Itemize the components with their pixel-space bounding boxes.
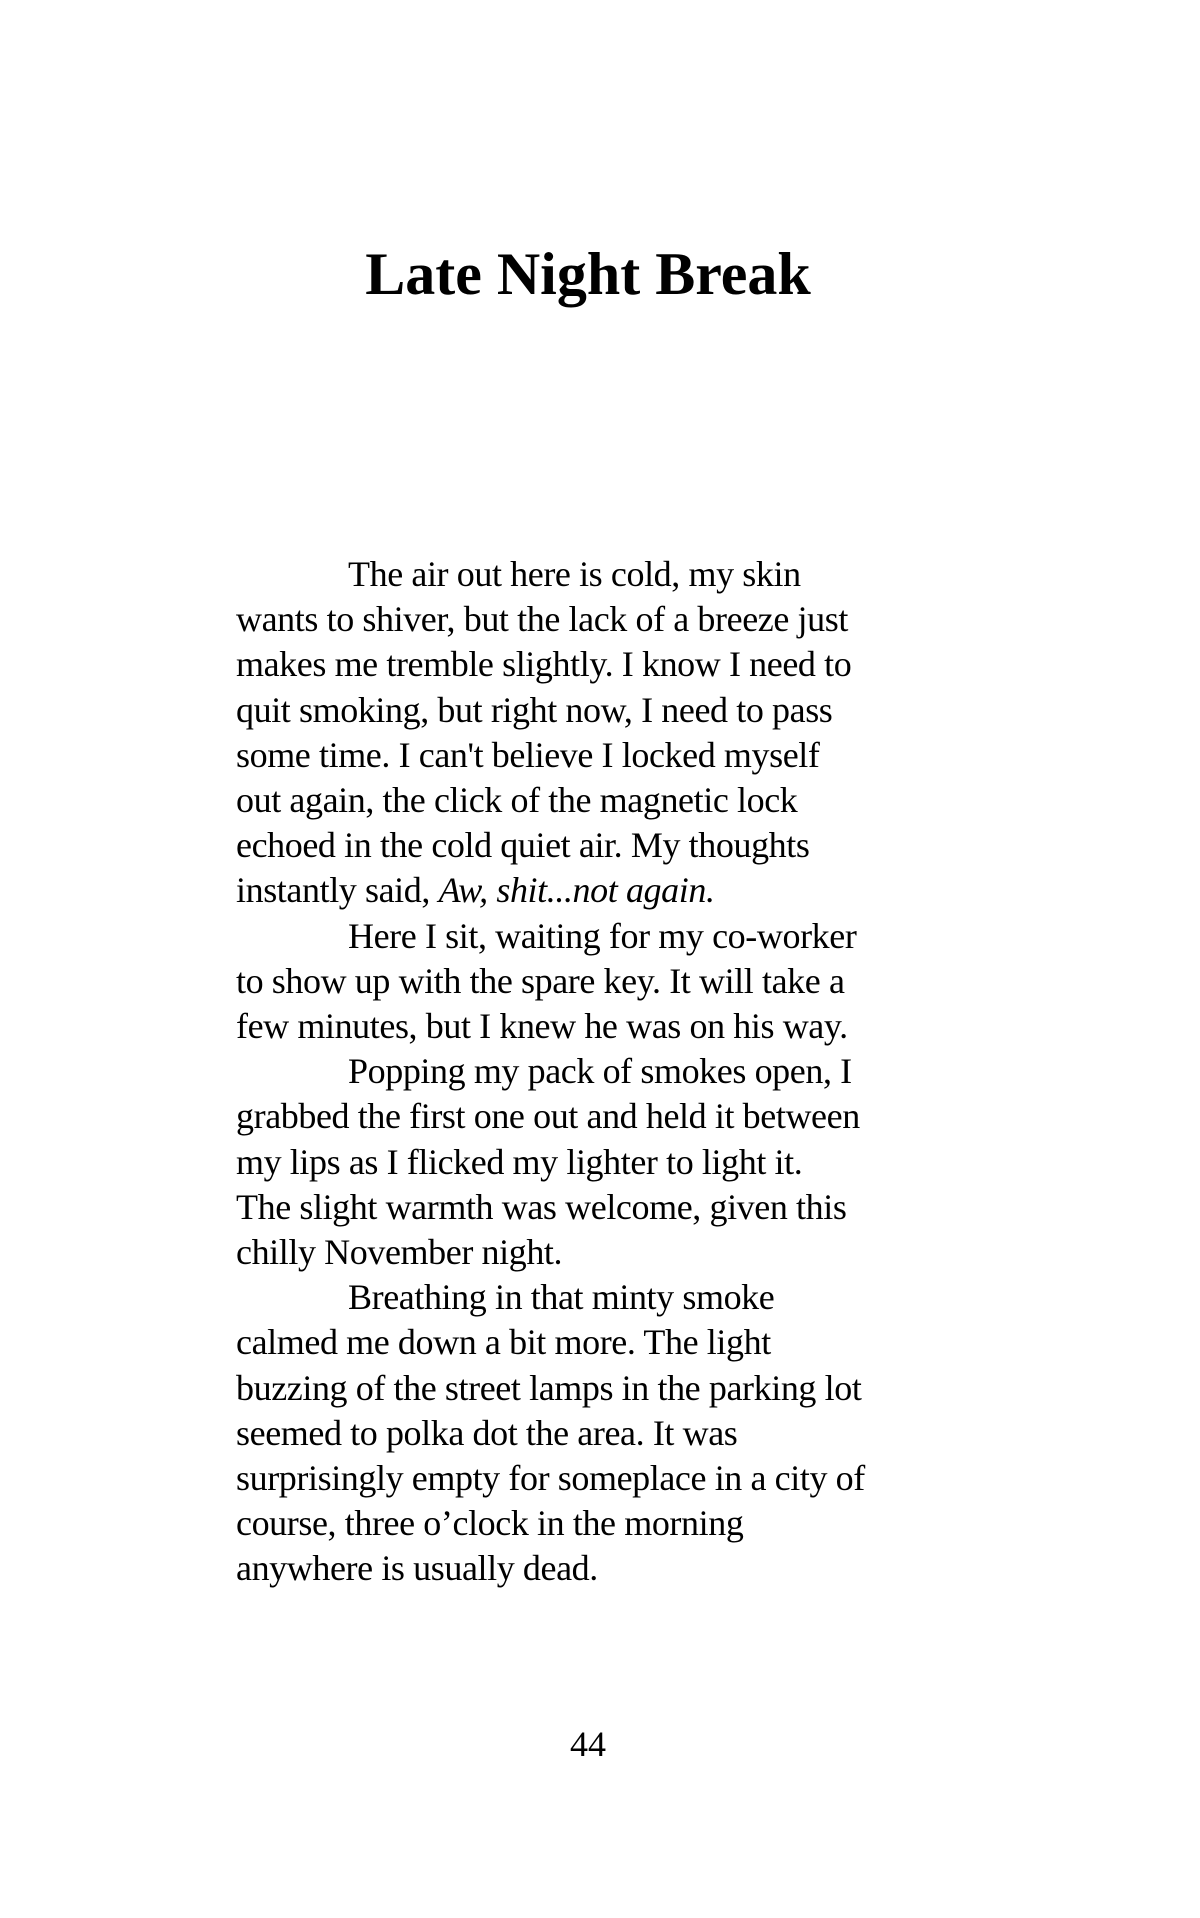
paragraph-1-line-3: makes me tremble slightly. I know I need to	[236, 644, 852, 685]
paragraph-3-line-3: my lips as I flicked my lighter to light it.	[236, 1141, 803, 1182]
paragraph-3-line-4: The slight warmth was welcome, given this	[236, 1186, 847, 1227]
page-number: 44	[570, 1724, 606, 1764]
paragraph-4-line-5: surprisingly empty for someplace in a city of	[236, 1458, 865, 1499]
paragraph-1-last-prefix: instantly said,	[236, 870, 439, 911]
paragraph-1-line-7: echoed in the cold quiet air. My thoughts	[236, 825, 810, 866]
paragraph-2-line-1: Here I sit, waiting for my co-worker	[348, 915, 857, 956]
paragraph-1-line-4: quit smoking, but right now, I need to pass	[236, 689, 833, 730]
paragraph-3-line-2: grabbed the first one out and held it between	[236, 1096, 860, 1137]
paragraph-2-line-2: to show up with the spare key. It will take a	[236, 960, 845, 1001]
paragraph-4-line-7: anywhere is usually dead.	[236, 1548, 598, 1589]
paragraph-4-line-2: calmed me down a bit more. The light	[236, 1322, 771, 1363]
story-body	[236, 552, 956, 1592]
paragraph-1-line-5: some time. I can't believe I locked myself	[236, 734, 820, 775]
paragraph-1-line-8	[236, 868, 956, 913]
page-title: Late Night Break	[365, 241, 811, 307]
paragraph-2-line-3: few minutes, but I knew he was on his way.	[236, 1006, 848, 1047]
paragraph-1-line-2: wants to shiver, but the lack of a breeze just	[236, 599, 848, 640]
paragraph-4-line-3: buzzing of the street lamps in the parking lot	[236, 1367, 862, 1408]
paragraph-4-line-1: Breathing in that minty smoke	[348, 1277, 775, 1318]
paragraph-3-line-1: Popping my pack of smokes open, I	[348, 1051, 852, 1092]
paragraph-3-line-5: chilly November night.	[236, 1232, 563, 1273]
paragraph-1-line-6: out again, the click of the magnetic lock	[236, 780, 798, 821]
paragraph-4-line-4: seemed to polka dot the area. It was	[236, 1412, 738, 1453]
italic-thought: Aw, shit...not again.	[438, 870, 715, 911]
paragraph-4-line-6: course, three o’clock in the morning	[236, 1503, 744, 1544]
paragraph-1-line-1: The air out here is cold, my skin	[348, 554, 801, 594]
